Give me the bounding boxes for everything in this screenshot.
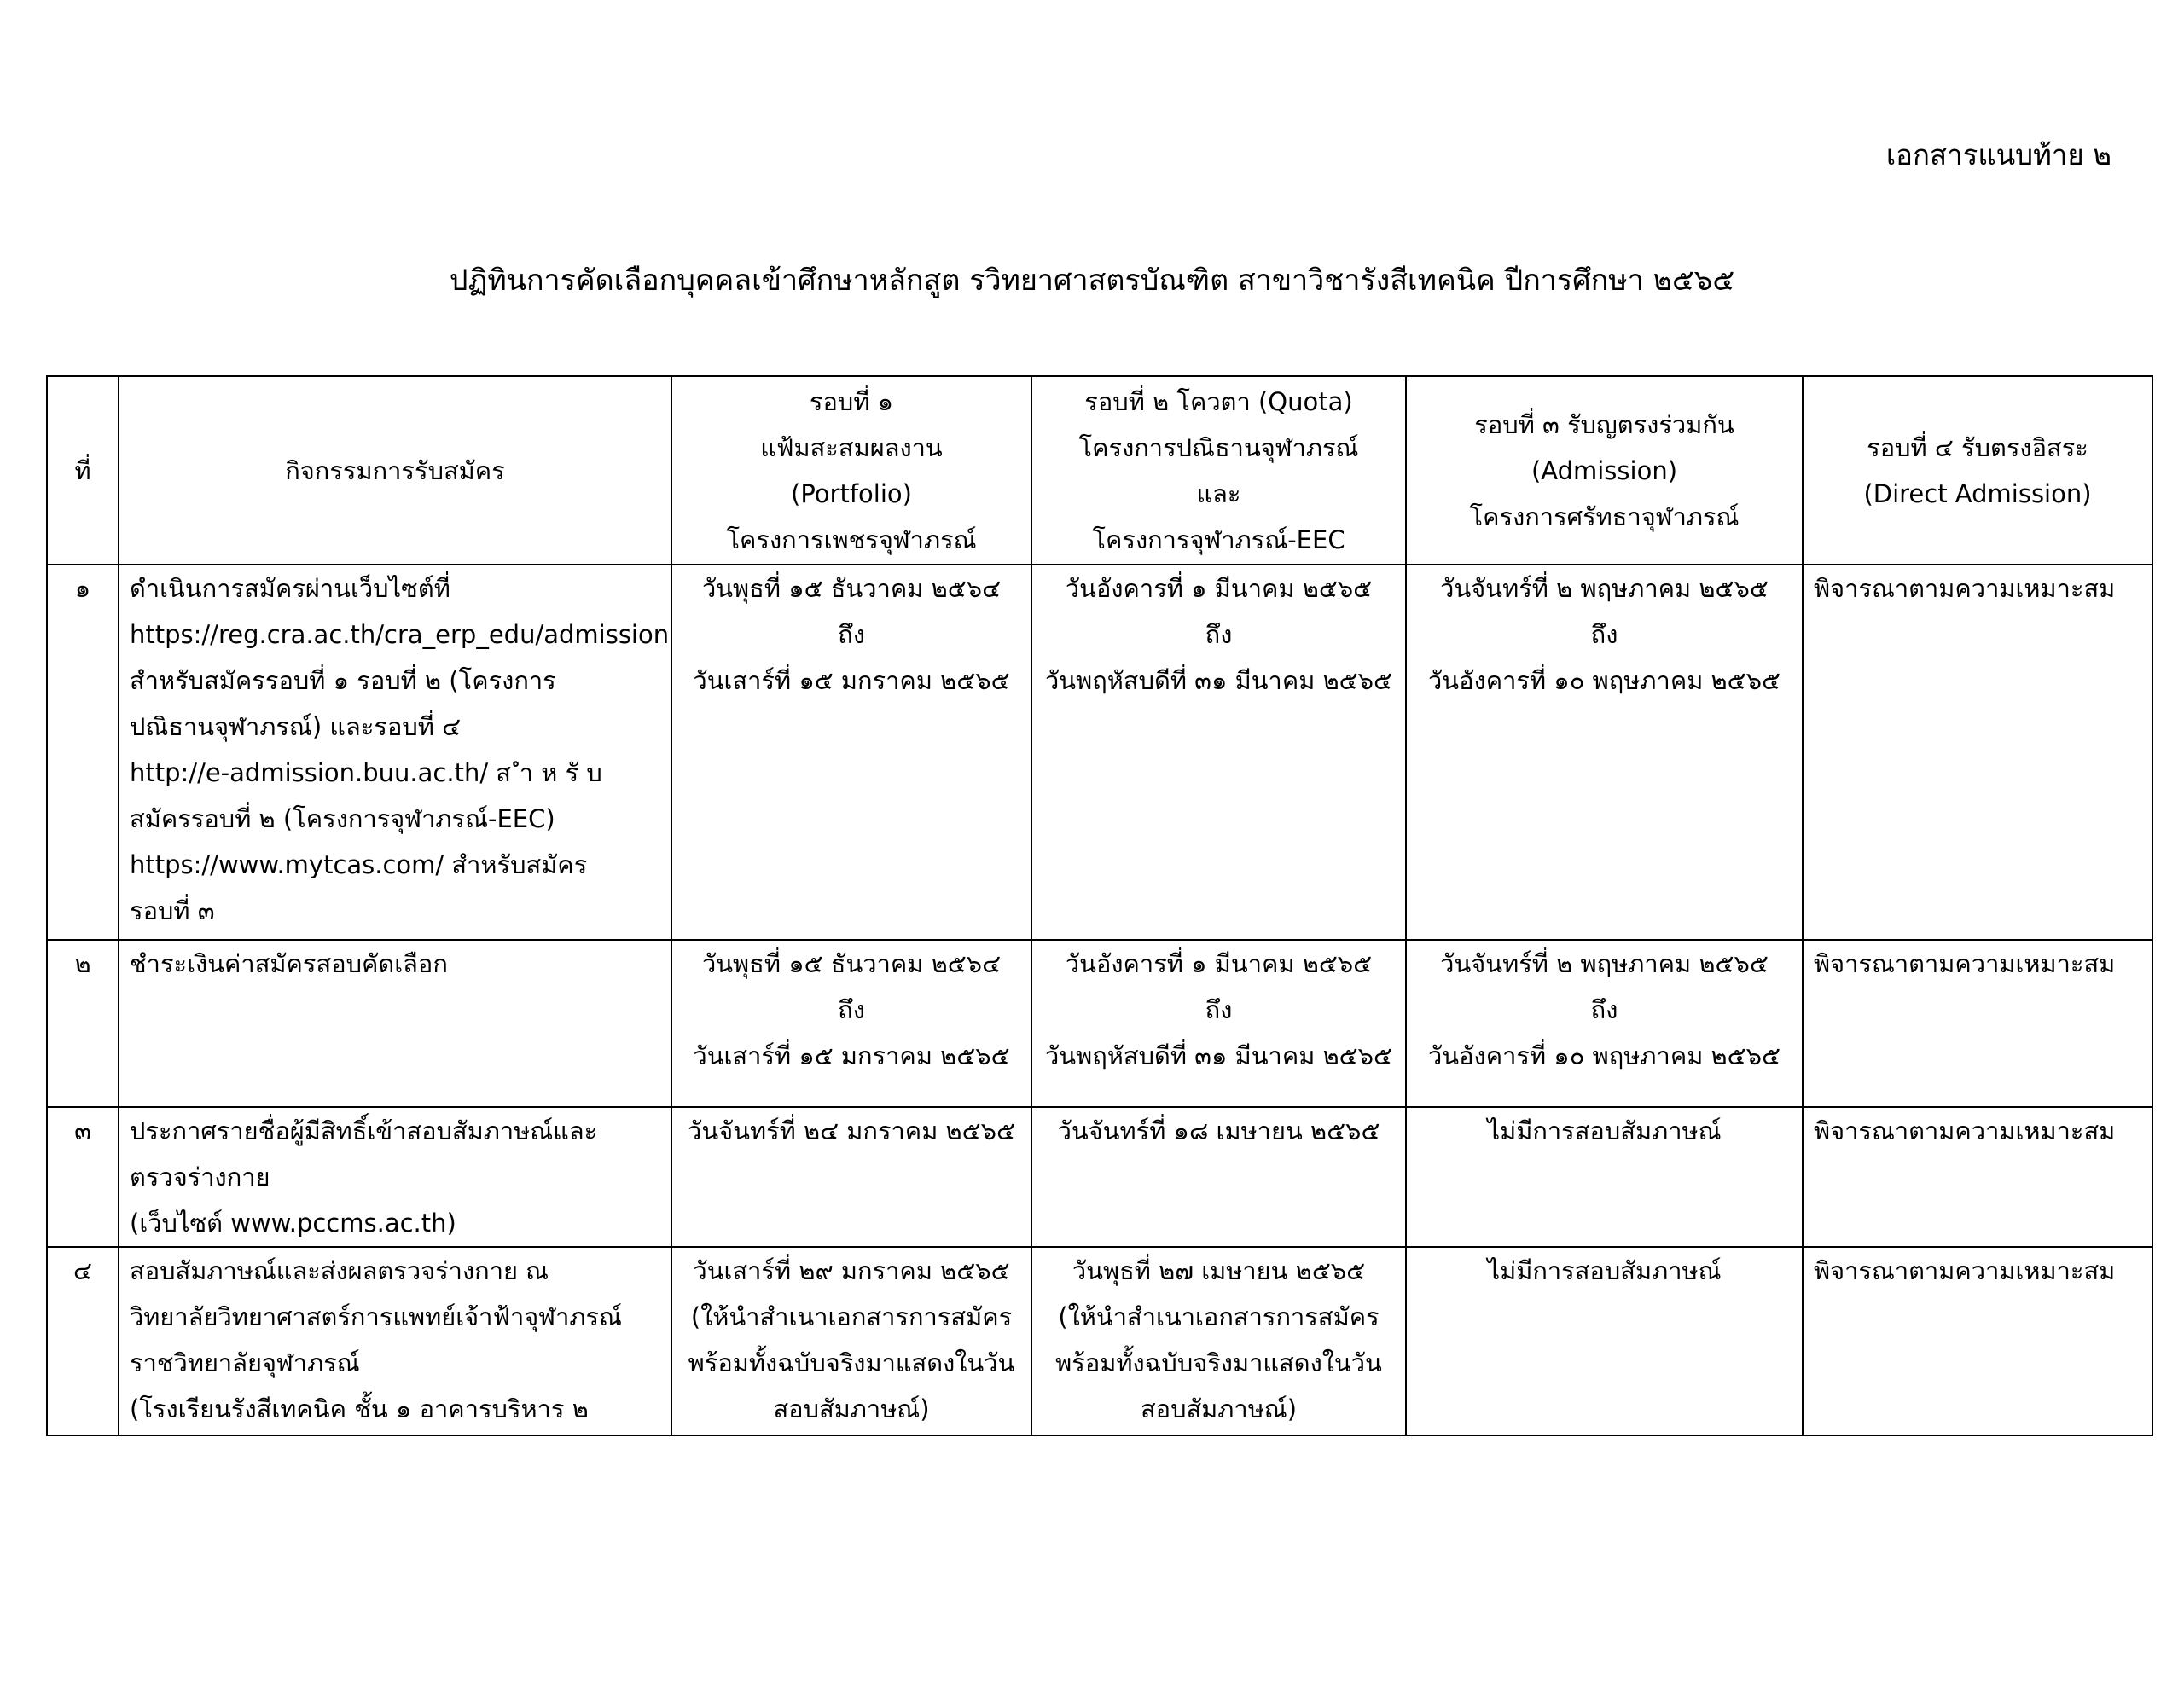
round1-cell: วันพุธที่ ๑๕ ธันวาคม ๒๕๖๔ ถึง วันเสาร์ที่ ๑๕ มกราคม ๒๕๖๕ [671, 940, 1031, 1107]
header-round1: รอบที่ ๑ แฟ้มสะสมผลงาน (Portfolio) โครงการเพชรจุฬาภรณ์ [671, 376, 1031, 565]
activity-cell: ชำระเงินค่าสมัครสอบคัดเลือก [119, 940, 671, 1107]
round1-cell: วันเสาร์ที่ ๒๙ มกราคม ๒๕๖๕ (ให้นำสำเนาเอกสารการสมัคร พร้อมทั้งฉบับจริงมาแสดงในวัน สอบสัมภาษณ์) [671, 1247, 1031, 1435]
document-title: ปฏิทินการคัดเลือกบุคคลเข้าศึกษาหลักสูต รวิทยาศาสตรบัณฑิต สาขาวิชารังสีเทคนิค ปีการศึกษา ๒๕๖๕ [449, 264, 1735, 298]
row-number: ๑ [47, 565, 119, 940]
round2-cell: วันอังคารที่ ๑ มีนาคม ๒๕๖๕ ถึง วันพฤหัสบดีที่ ๓๑ มีนาคม ๒๕๖๕ [1031, 565, 1406, 940]
round1-cell: วันพุธที่ ๑๕ ธันวาคม ๒๕๖๔ ถึง วันเสาร์ที่ ๑๕ มกราคม ๒๕๖๕ [671, 565, 1031, 940]
round2-cell: วันอังคารที่ ๑ มีนาคม ๒๕๖๕ ถึง วันพฤหัสบดีที่ ๓๑ มีนาคม ๒๕๖๕ [1031, 940, 1406, 1107]
table-row [47, 940, 2152, 1107]
table-row [47, 1247, 2152, 1435]
round4-cell: พิจารณาตามความเหมาะสม [1803, 565, 2152, 940]
header-round3: รอบที่ ๓ รับญตรงร่วมกัน (Admission) โครงการศรัทธาจุฬาภรณ์ [1406, 376, 1803, 565]
schedule-table [46, 375, 2153, 1436]
table-row [47, 565, 2152, 940]
header-round2: รอบที่ ๒ โควตา (Quota) โครงการปณิธานจุฬาภรณ์ และ โครงการจุฬาภรณ์-EEC [1031, 376, 1406, 565]
table-row [47, 1107, 2152, 1247]
round3-cell: ไม่มีการสอบสัมภาษณ์ [1406, 1247, 1803, 1435]
header-no: ที่ [47, 376, 119, 565]
round3-cell: วันจันทร์ที่ ๒ พฤษภาคม ๒๕๖๕ ถึง วันอังคารที่ ๑๐ พฤษภาคม ๒๕๖๕ [1406, 565, 1803, 940]
row-number: ๓ [47, 1107, 119, 1247]
header-round4: รอบที่ ๔ รับตรงอิสระ (Direct Admission) [1803, 376, 2152, 565]
activity-cell: สอบสัมภาษณ์และส่งผลตรวจร่างกาย ณ วิทยาลัยวิทยาศาสตร์การแพทย์เจ้าฟ้าจุฬาภรณ์ ราชวิทยาลัยจุฬาภรณ์ (โรงเรียนรังสีเทคนิค ชั้น ๑ อาคารบริหาร ๒ [119, 1247, 671, 1435]
header-row [47, 376, 2152, 565]
round2-cell: วันจันทร์ที่ ๑๘ เมษายน ๒๕๖๕ [1031, 1107, 1406, 1247]
round3-cell: ไม่มีการสอบสัมภาษณ์ [1406, 1107, 1803, 1247]
activity-cell: ประกาศรายชื่อผู้มีสิทธิ์เข้าสอบสัมภาษณ์และ ตรวจร่างกาย (เว็บไซต์ www.pccms.ac.th) [119, 1107, 671, 1247]
row-number: ๔ [47, 1247, 119, 1435]
round2-cell: วันพุธที่ ๒๗ เมษายน ๒๕๖๕ (ให้นำสำเนาเอกสารการสมัคร พร้อมทั้งฉบับจริงมาแสดงในวัน สอบสัมภาษณ์) [1031, 1247, 1406, 1435]
row-number: ๒ [47, 940, 119, 1107]
round4-cell: พิจารณาตามความเหมาะสม [1803, 1107, 2152, 1247]
annex-label: เอกสารแนบท้าย ๒ [1885, 138, 2111, 171]
round4-cell: พิจารณาตามความเหมาะสม [1803, 940, 2152, 1107]
header-activity: กิจกรรมการรับสมัคร [119, 376, 671, 565]
round1-cell: วันจันทร์ที่ ๒๔ มกราคม ๒๕๖๕ [671, 1107, 1031, 1247]
activity-cell: ดำเนินการสมัครผ่านเว็บไซต์ที่ https://reg.cra.ac.th/cra_erp_edu/admission สำหรับสมัครรอบที่ ๑ รอบที่ ๒ (โครงการ ปณิธานจุฬาภรณ์) และรอบที่ ๔ http://e-admission.buu.ac.th/ ส ำ ห รั บ สมัครรอบที่ ๒ (โครงการจุฬาภรณ์-EEC) https://www.mytcas.com/ สำหรับสมัคร รอบที่ ๓ [119, 565, 671, 940]
round3-cell: วันจันทร์ที่ ๒ พฤษภาคม ๒๕๖๕ ถึง วันอังคารที่ ๑๐ พฤษภาคม ๒๕๖๕ [1406, 940, 1803, 1107]
round4-cell: พิจารณาตามความเหมาะสม [1803, 1247, 2152, 1435]
